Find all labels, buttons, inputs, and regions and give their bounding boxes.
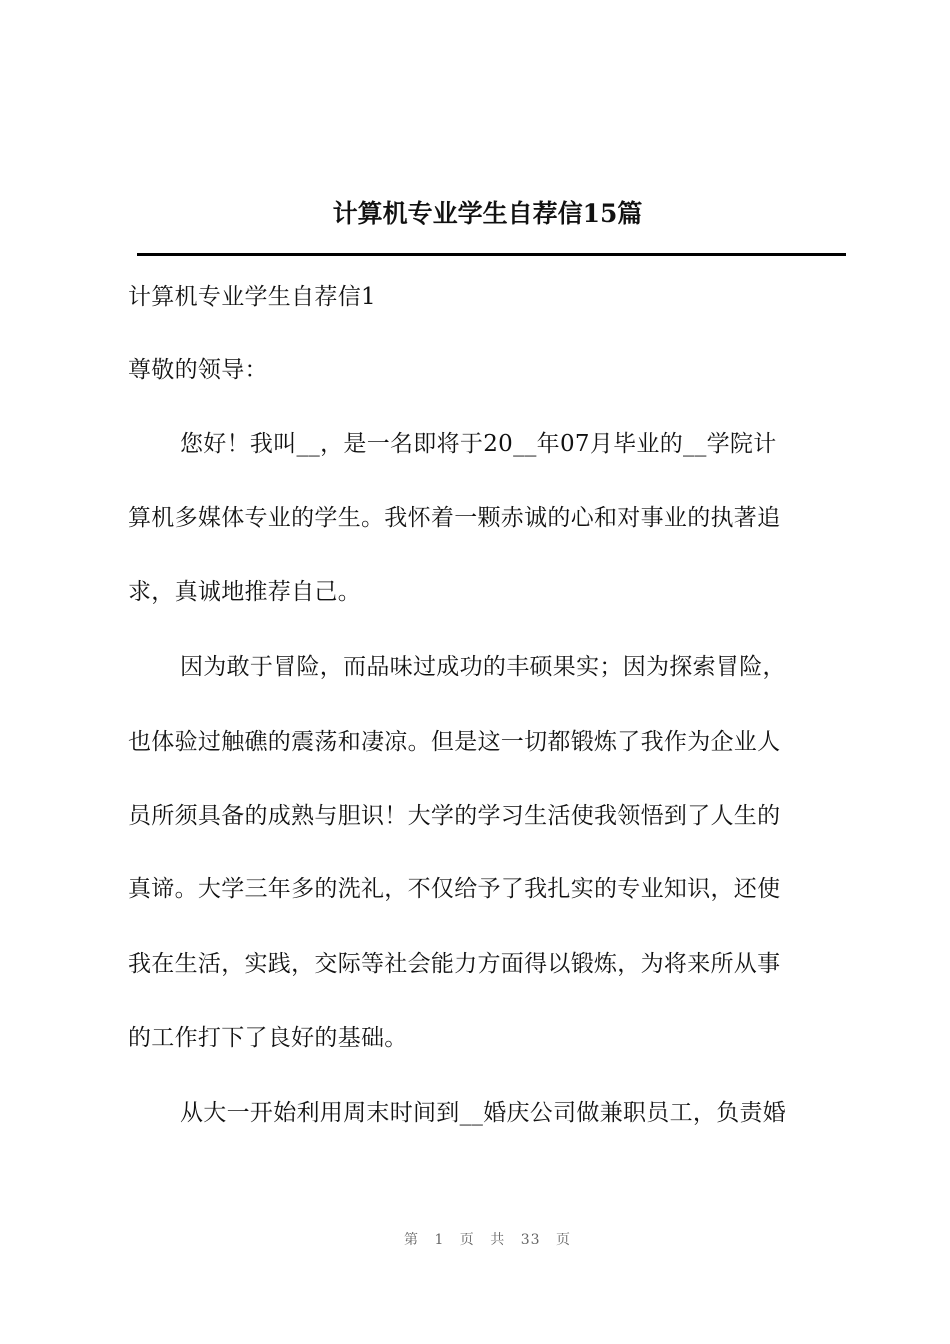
body-line: 因为敢于冒险，而品味过成功的丰硕果实；因为探索冒险， [180, 654, 786, 680]
body-line: 也体验过触礁的震荡和凄凉。但是这一切都锻炼了我作为企业人 [128, 729, 781, 755]
section-heading: 计算机专业学生自荐信1 [128, 284, 376, 310]
body-line: 的工作打下了良好的基础。 [128, 1025, 408, 1051]
title-underline-rule [137, 253, 846, 256]
body-line: 算机多媒体专业的学生。我怀着一颗赤诚的心和对事业的执著追 [128, 505, 781, 531]
body-line: 您好！我叫__，是一名即将于20__年07月毕业的__学院计 [180, 431, 777, 457]
salutation: 尊敬的领导： [128, 357, 268, 383]
page-title: 计算机专业学生自荐信15篇 [332, 199, 643, 228]
body-line: 我在生活，实践，交际等社会能力方面得以锻炼，为将来所从事 [128, 951, 781, 977]
page-number-footer: 第 1 页 共 33 页 [404, 1232, 571, 1248]
body-line: 员所须具备的成熟与胆识！大学的学习生活使我领悟到了人生的 [128, 803, 781, 829]
body-line: 真谛。大学三年多的洗礼，不仅给予了我扎实的专业知识，还使 [128, 876, 781, 902]
body-line: 从大一开始利用周末时间到__婚庆公司做兼职员工，负责婚 [180, 1100, 787, 1126]
body-line: 求，真诚地推荐自己。 [128, 579, 361, 605]
